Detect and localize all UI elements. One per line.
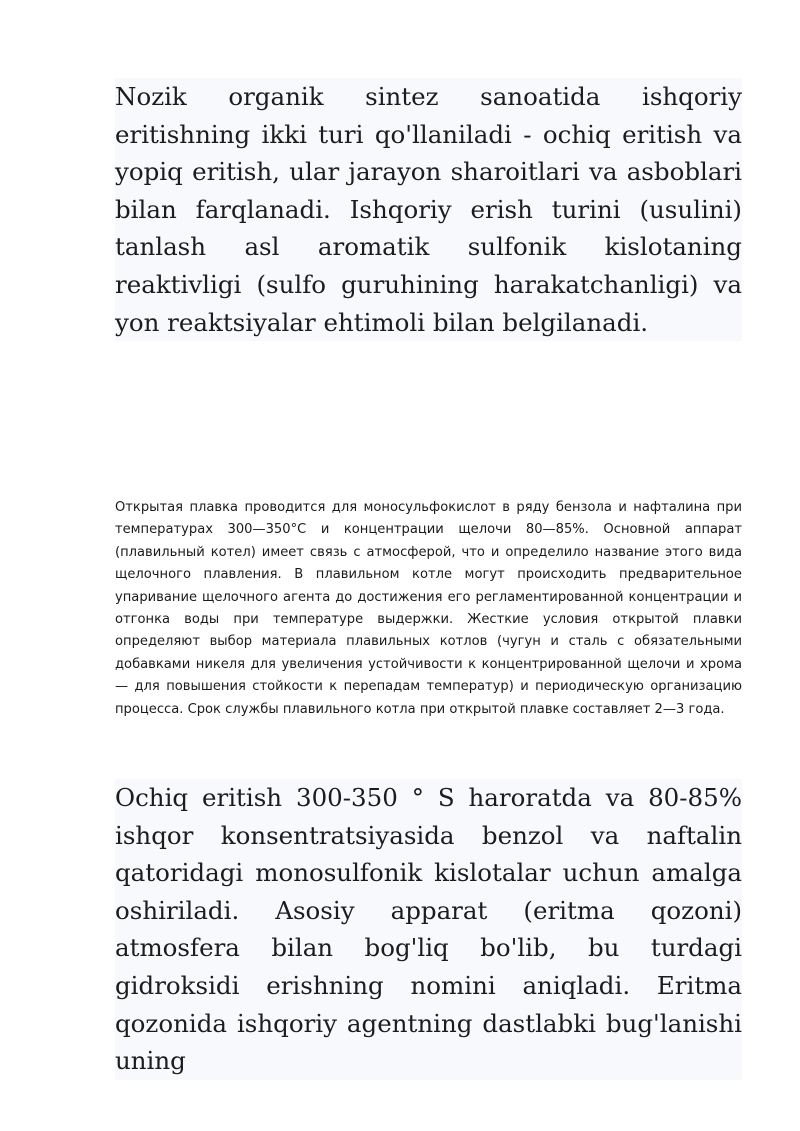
uzbek-paragraph-open-melting: Ochiq eritish 300-350 ° S haroratda va 80-85% ishqor konsentratsiyasida benzol va naftalin qatoridagi monosulfonik kislotalar uchun amalga oshiriladi. Asosiy apparat (eritma qozoni) atmosfera bilan bog'liq bo'lib, bu turdagi gidroksidi erishning nomini aniqladi. Eritma qozonida ishqoriy agentning dastlabki bug'lanishi uning	[115, 779, 742, 1080]
russian-paragraph-open-melting: Открытая плавка проводится для моносульфокислот в ряду бензола и нафталина при температурах 300—350°С и концентрации щелочи 80—85%. Основной аппарат (плавильный котел) имеет связь с атмосферой, что и определило название этого вида щелочного плавления. В плавильном котле могут происходить предварительное упаривание щелочного агента до достижения его регламентированной концентрации и отгонка воды при температуре выдержки. Жесткие условия открытой плавки определяют выбор материала плавильных котлов (чугун и сталь с обязательными добавками никеля для увеличения устойчивости к концентрированной щелочи и хрома — для повышения стойкости к перепадам температур) и периодическую организацию процесса. Срок службы плавильного котла при открытой плавке составляет 2—3 года.	[115, 500, 742, 717]
uzbek-paragraph-intro: Nozik organik sintez sanoatida ishqoriy eritishning ikki turi qo'llaniladi - ochiq eritish va yopiq eritish, ular jarayon sharoitlari va asboblari bilan farqlanadi. Ishqoriy erish turini (usulini) tanlash asl aromatik sulfonik kislotaning reaktivligi (sulfo guruhining harakatchanligi) va yon reaktsiyalar ehtimoli bilan belgilanadi.	[115, 78, 742, 341]
